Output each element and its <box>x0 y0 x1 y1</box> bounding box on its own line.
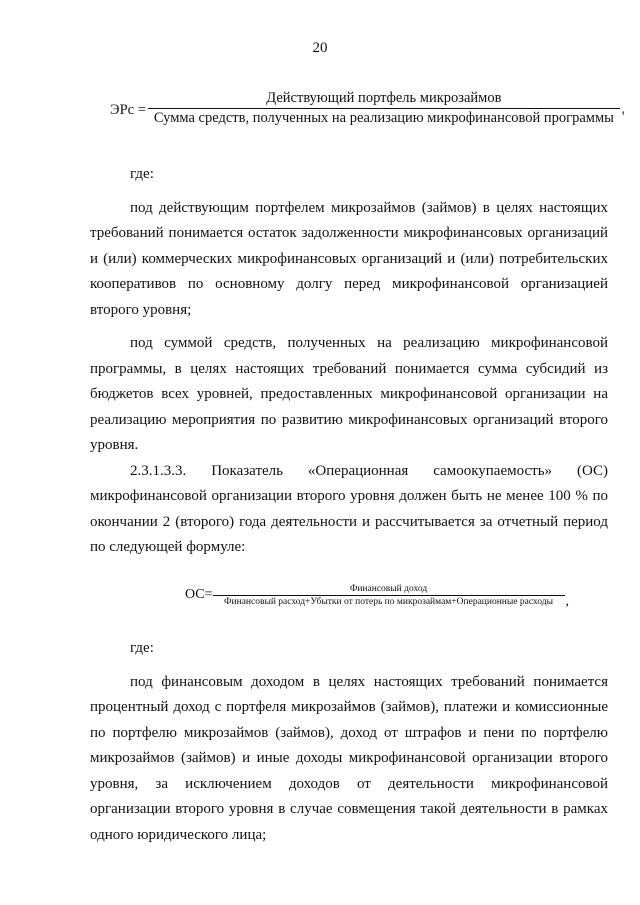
formula-ers-numerator: Действующий портфель микрозаймов <box>266 90 502 106</box>
where-label: где: <box>130 640 154 656</box>
paragraph-portfolio-definition: под действующим портфелем микрозаймов (займов) в целях настоящих требований понимается остаток задолженности микрофинансовых организаций и (или) коммерческих микрофинансовых организаций и (или) потребительских кооперативов по основному долгу перед микрофинансовой организацией второго уровня; <box>90 199 608 318</box>
paragraph-income-definition: под финансовым доходом в целях настоящих требований понимается процентный доход с портфеля микрозаймов (займов), платежи и комиссионные по портфелю микрозаймов (займов), доход от штрафов и пени по портфелю микрозаймов (займов) и иные доходы микрофинансовой организации второго уровня, за исключением доходов от деятельности микрофинансовой организации второго уровня в случае совмещения такой деятельности в рамках одного юридического лица; <box>90 673 608 843</box>
text-block-1 <box>90 162 608 561</box>
formula-ers <box>110 90 625 127</box>
formula-ers-tail: ' <box>621 109 625 125</box>
formula-os-fraction <box>213 584 565 607</box>
formula-ers-lhs: ЭРс = <box>110 102 146 118</box>
page-number: 20 <box>312 40 328 56</box>
text-block-2 <box>90 636 608 848</box>
formula-os-lhs: ОС= <box>185 587 213 602</box>
formula-os <box>185 580 569 610</box>
where-label: где: <box>130 166 154 182</box>
formula-ers-denominator: Сумма средств, полученных на реализацию микрофинансовой программы <box>153 110 614 126</box>
paragraph-funds-definition: под суммой средств, полученных на реализацию микрофинансовой программы, в целях настоящих требований понимается сумма субсидий из бюджетов всех уровней, предоставленных микрофинансовой организации на реализацию мероприятия по развитию микрофинансовых организаций второго уровня. <box>90 335 608 453</box>
formula-os-tail: , <box>565 594 570 609</box>
formula-ers-fraction <box>148 90 620 127</box>
paragraph-os-indicator: 2.3.1.3.3. Показатель «Операционная самоокупаемость» (ОС) микрофинансовой организации второго уровня должен быть не менее 100 % по окончании 2 (второго) года деятельности и рассчитывается за отчетный период по следующей формуле: <box>90 462 608 555</box>
formula-os-numerator: Финансовый доход <box>349 583 428 594</box>
formula-os-denominator: Финансовый расход+Убытки от потерь по микрозаймам+Операционные расходы <box>224 596 553 607</box>
